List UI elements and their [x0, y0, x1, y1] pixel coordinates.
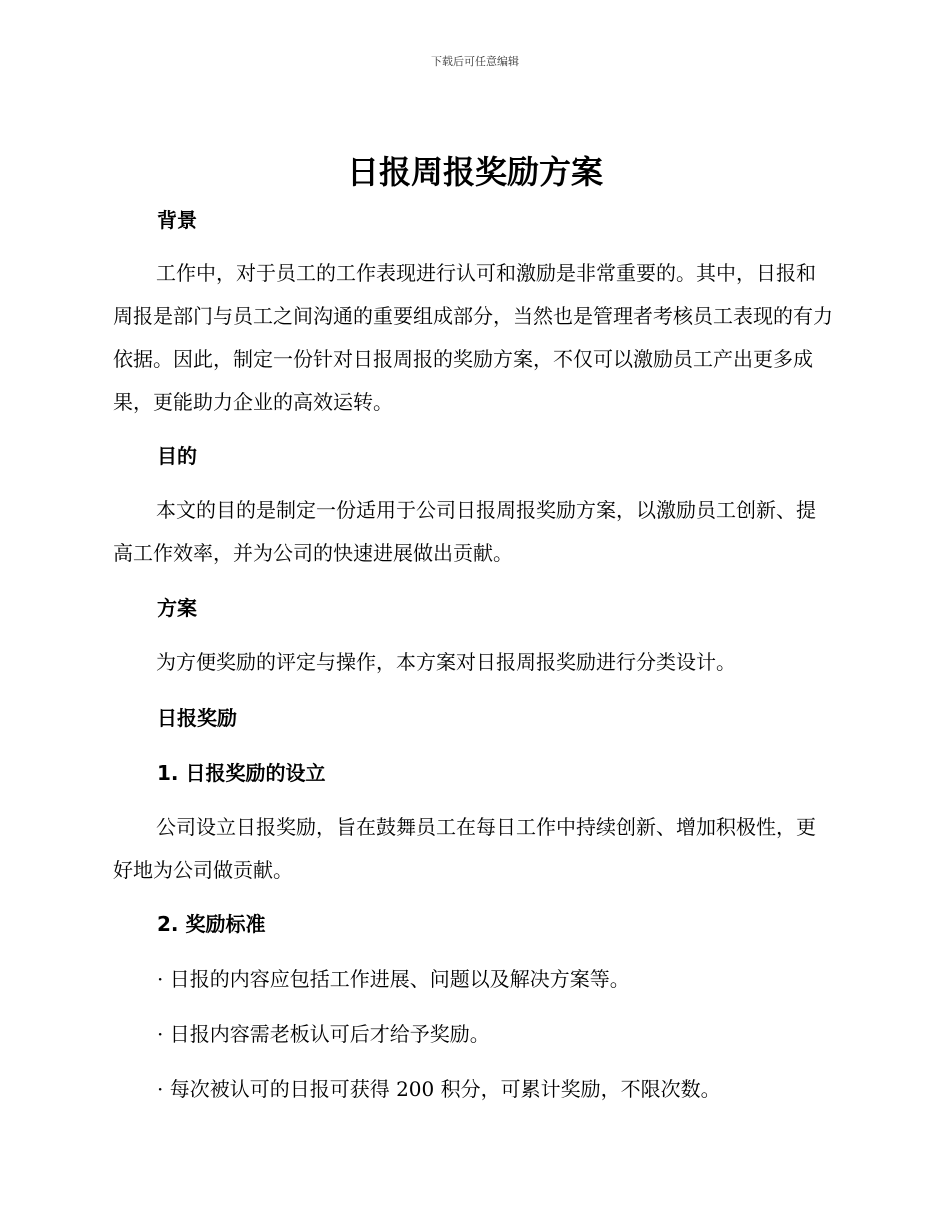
heading-reward-criteria: 2. 奖励标准: [157, 912, 266, 936]
heading-daily-reward-setup: 1. 日报奖励的设立: [157, 761, 326, 785]
heading-plan: 方案: [157, 596, 197, 620]
header-note: 下载后可任意编辑: [431, 55, 519, 68]
paragraph-daily-reward-setup: 公司设立日报奖励，旨在鼓舞员工在每日工作中持续创新、增加积极性，更好地为公司做贡献。: [113, 815, 816, 882]
paragraph-background: 工作中，对于员工的工作表现进行认可和激励是非常重要的。其中，日报和周报是部门与员工之间沟通的重要组成部分，当然也是管理者考核员工表现的有力依据。因此，制定一份针对日报周报的奖励方案，不仅可以激励员工产出更多成果，更能助力企业的高效运转。: [113, 261, 833, 414]
heading-background: 背景: [157, 208, 197, 232]
paragraph-plan: 为方便奖励的评定与操作，本方案对日报周报奖励进行分类设计。: [156, 650, 736, 674]
document-title: 日报周报奖励方案: [346, 153, 603, 191]
list-item: · 日报内容需老板认可后才给予奖励。: [157, 1022, 490, 1046]
paragraph-purpose: 本文的目的是制定一份适用于公司日报周报奖励方案，以激励员工创新、提高工作效率，并为公司的快速进展做出贡献。: [113, 498, 816, 565]
heading-purpose: 目的: [157, 444, 197, 468]
list-item: · 每次被认可的日报可获得 200 积分，可累计奖励，不限次数。: [157, 1077, 721, 1101]
list-item: · 日报的内容应包括工作进展、问题以及解决方案等。: [157, 967, 630, 991]
heading-daily-reward: 日报奖励: [157, 706, 237, 730]
